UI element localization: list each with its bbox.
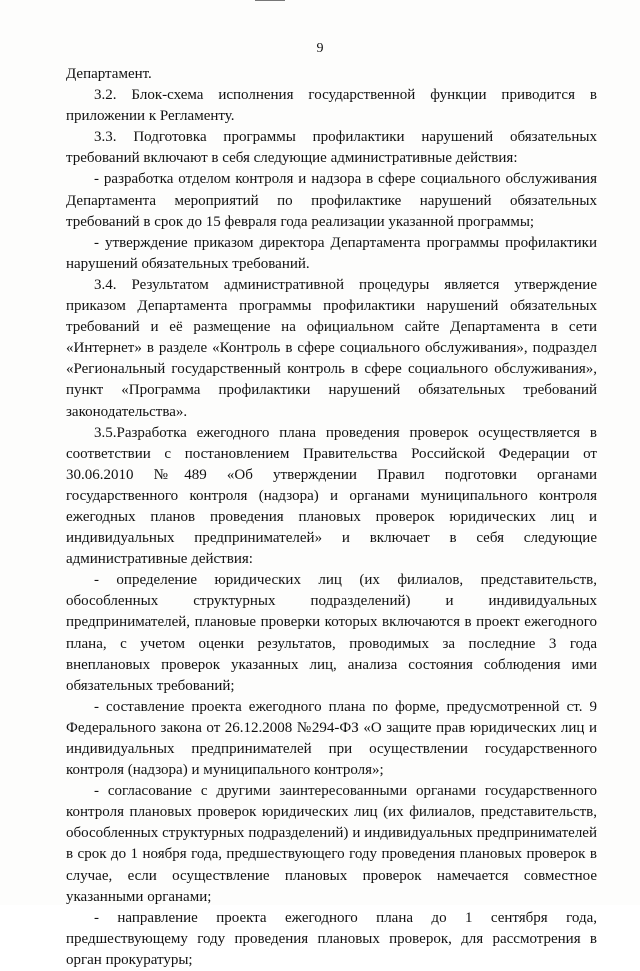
scan-artifact-line (255, 0, 285, 1)
paragraph-3-2: 3.2. Блок-схема исполнения государственной функции приводится в приложении к Регламенту. (66, 87, 597, 125)
list-item-3-5-determination: - определение юридических лиц (их филиалов, представительств, обособленных структурных подразделений) и индивидуальных предпринимателей, плановые проверки которых включаются в проект ежегодного плана, с учетом оценки результатов, проводимых за последние 3 года внеплановых проверок указанных лиц, анализа состояния соблюдения ими обязательных требований; (66, 572, 597, 694)
paragraph-3-3: 3.3. Подготовка программы профилактики нарушений обязательных требований включают в себя следующие административные действия: (66, 129, 597, 167)
list-item-3-3-approval: - утверждение приказом директора Департамента программы профилактики нарушений обязательных требований. (66, 234, 597, 272)
page-number: 9 (316, 41, 324, 56)
list-item-3-3-development: - разработка отделом контроля и надзора в сфере социального обслуживания Департамента мероприятий по профилактике нарушений обязательных требований в срок до 15 февраля года реализации указанной программы; (66, 171, 597, 230)
paragraph-3-5: 3.5.Разработка ежегодного плана проведения проверок осуществляется в соответствии с постановлением Правительства Российской Федерации от 30.06.2010 №489 «Об утверждении Правил подготовки органами государственного контроля (надзора) и органами муниципального контроля ежегодных планов проведения плановых проверок юридических лиц и индивидуальных предпринимателей» и включает в себя следующие административные действия: (66, 424, 597, 568)
paragraph-department-end: Департамент. (66, 66, 152, 82)
list-item-3-5-coordination: - согласование с другими заинтересованными органами государственного контроля плановых проверок юридических лиц (их филиалов, представительств, обособленных структурных подразделений) и индивидуальных предпринимателей в срок до 1 ноября года, предшествующего году проведения плановых проверок в случае, если осуществление плановых проверок намечается совместное указанными органами; (66, 783, 597, 905)
list-item-3-5-submission: - направление проекта ежегодного плана до 1 сентября года, предшествующему году проведения плановых проверок, для рассмотрения в орган прокуратуры; (66, 909, 597, 968)
list-item-3-5-draft: - составление проекта ежегодного плана по форме, предусмотренной ст. 9 Федерального закона от 26.12.2008 №294-ФЗ «О защите прав юридических лиц и индивидуальных предпринимателей при осуществлении государственного контроля (надзора) и муниципального контроля»; (66, 698, 597, 779)
paragraph-3-4: 3.4. Результатом административной процедуры является утверждение приказом Департамента программы профилактики нарушений обязательных требований и её размещение на официальном сайте Департамента в сети «Интернет» в разделе «Контроль в сфере социального обслуживания», подраздел «Региональный государственный контроль в сфере социального обслуживания», пункт «Программа профилактики нарушений обязательных требований законодательства». (66, 276, 597, 420)
document-body (66, 64, 597, 971)
